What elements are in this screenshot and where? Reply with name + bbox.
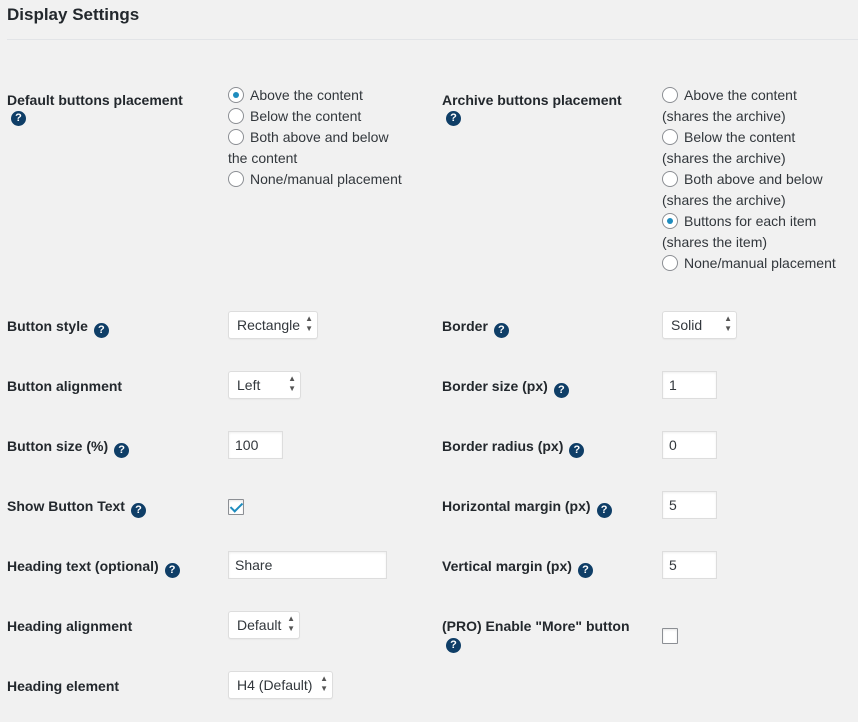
heading-text-label: Heading text (optional) ? (7, 556, 180, 578)
horizontal-margin-input[interactable]: 5 (662, 491, 717, 519)
heading-alignment-label: Heading alignment (7, 618, 133, 634)
archive-option-note: (shares the archive) (662, 108, 786, 124)
border-radius-label: Border radius (px) ? (442, 436, 584, 458)
help-icon[interactable]: ? (94, 323, 109, 338)
button-style-label: Button style ? (7, 316, 109, 338)
help-icon[interactable]: ? (494, 323, 509, 338)
archive-placement-option-none[interactable]: None/manual placement (662, 253, 836, 274)
heading-alignment-select[interactable]: Default ▲ ▼ (228, 611, 300, 639)
default-placement-option-none[interactable]: None/manual placement (228, 169, 402, 190)
select-arrows-icon: ▲ ▼ (288, 374, 296, 393)
select-arrows-icon: ▲ ▼ (724, 314, 732, 333)
radio-selected-icon[interactable] (662, 213, 678, 229)
more-button-label: (PRO) Enable "More" button (442, 618, 630, 634)
radio-icon[interactable] (662, 87, 678, 103)
border-size-label: Border size (px) ? (442, 376, 569, 398)
help-icon[interactable]: ? (165, 563, 180, 578)
archive-placement-option-each-item[interactable]: Buttons for each item (662, 211, 816, 232)
vertical-margin-label: Vertical margin (px) ? (442, 556, 593, 578)
archive-placement-option-above[interactable]: Above the content (662, 85, 797, 106)
select-arrows-icon: ▲ ▼ (305, 314, 313, 333)
help-icon[interactable]: ? (446, 638, 461, 653)
help-icon[interactable]: ? (554, 383, 569, 398)
radio-icon[interactable] (662, 255, 678, 271)
archive-option-note: (shares the item) (662, 234, 768, 250)
default-placement-option-both-cont: the content (228, 150, 298, 166)
radio-icon[interactable] (662, 171, 678, 187)
radio-icon[interactable] (228, 108, 244, 124)
divider (7, 39, 858, 40)
help-icon[interactable]: ? (446, 111, 461, 126)
help-icon[interactable]: ? (114, 443, 129, 458)
heading-element-select[interactable]: H4 (Default) ▲ ▼ (228, 671, 333, 699)
radio-icon[interactable] (228, 171, 244, 187)
heading-element-label: Heading element (7, 678, 120, 694)
show-button-text-checkbox[interactable] (228, 499, 244, 515)
radio-icon[interactable] (228, 129, 244, 145)
button-size-input[interactable]: 100 (228, 431, 283, 459)
help-icon[interactable]: ? (578, 563, 593, 578)
default-placement-option-both[interactable]: Both above and below (228, 127, 389, 148)
border-select[interactable]: Solid ▲ ▼ (662, 311, 737, 339)
help-icon[interactable]: ? (569, 443, 584, 458)
show-button-text-label: Show Button Text ? (7, 496, 146, 518)
select-arrows-icon: ▲ ▼ (320, 674, 328, 693)
more-button-checkbox[interactable] (662, 628, 678, 644)
heading-text-input[interactable]: Share (228, 551, 387, 579)
default-placement-option-below[interactable]: Below the content (228, 106, 361, 127)
border-label: Border ? (442, 316, 509, 338)
vertical-margin-input[interactable]: 5 (662, 551, 717, 579)
border-size-input[interactable]: 1 (662, 371, 717, 399)
archive-placement-option-below[interactable]: Below the content (662, 127, 795, 148)
help-icon[interactable]: ? (131, 503, 146, 518)
help-icon[interactable]: ? (597, 503, 612, 518)
button-alignment-label: Button alignment (7, 378, 123, 394)
help-icon[interactable]: ? (11, 111, 26, 126)
button-alignment-select[interactable]: Left ▲ ▼ (228, 371, 301, 399)
select-arrows-icon: ▲ ▼ (287, 614, 295, 633)
button-size-label: Button size (%) ? (7, 436, 129, 458)
archive-placement-option-both[interactable]: Both above and below (662, 169, 823, 190)
border-radius-input[interactable]: 0 (662, 431, 717, 459)
default-placement-option-above[interactable]: Above the content (228, 85, 363, 106)
radio-icon[interactable] (662, 129, 678, 145)
horizontal-margin-label: Horizontal margin (px) ? (442, 496, 612, 518)
archive-option-note: (shares the archive) (662, 192, 786, 208)
archive-option-note: (shares the archive) (662, 150, 786, 166)
button-style-select[interactable]: Rectangle ▲ ▼ (228, 311, 318, 339)
archive-placement-label: Archive buttons placement (442, 92, 622, 108)
section-title: Display Settings (7, 5, 140, 24)
default-placement-label: Default buttons placement (7, 92, 183, 108)
radio-selected-icon[interactable] (228, 87, 244, 103)
